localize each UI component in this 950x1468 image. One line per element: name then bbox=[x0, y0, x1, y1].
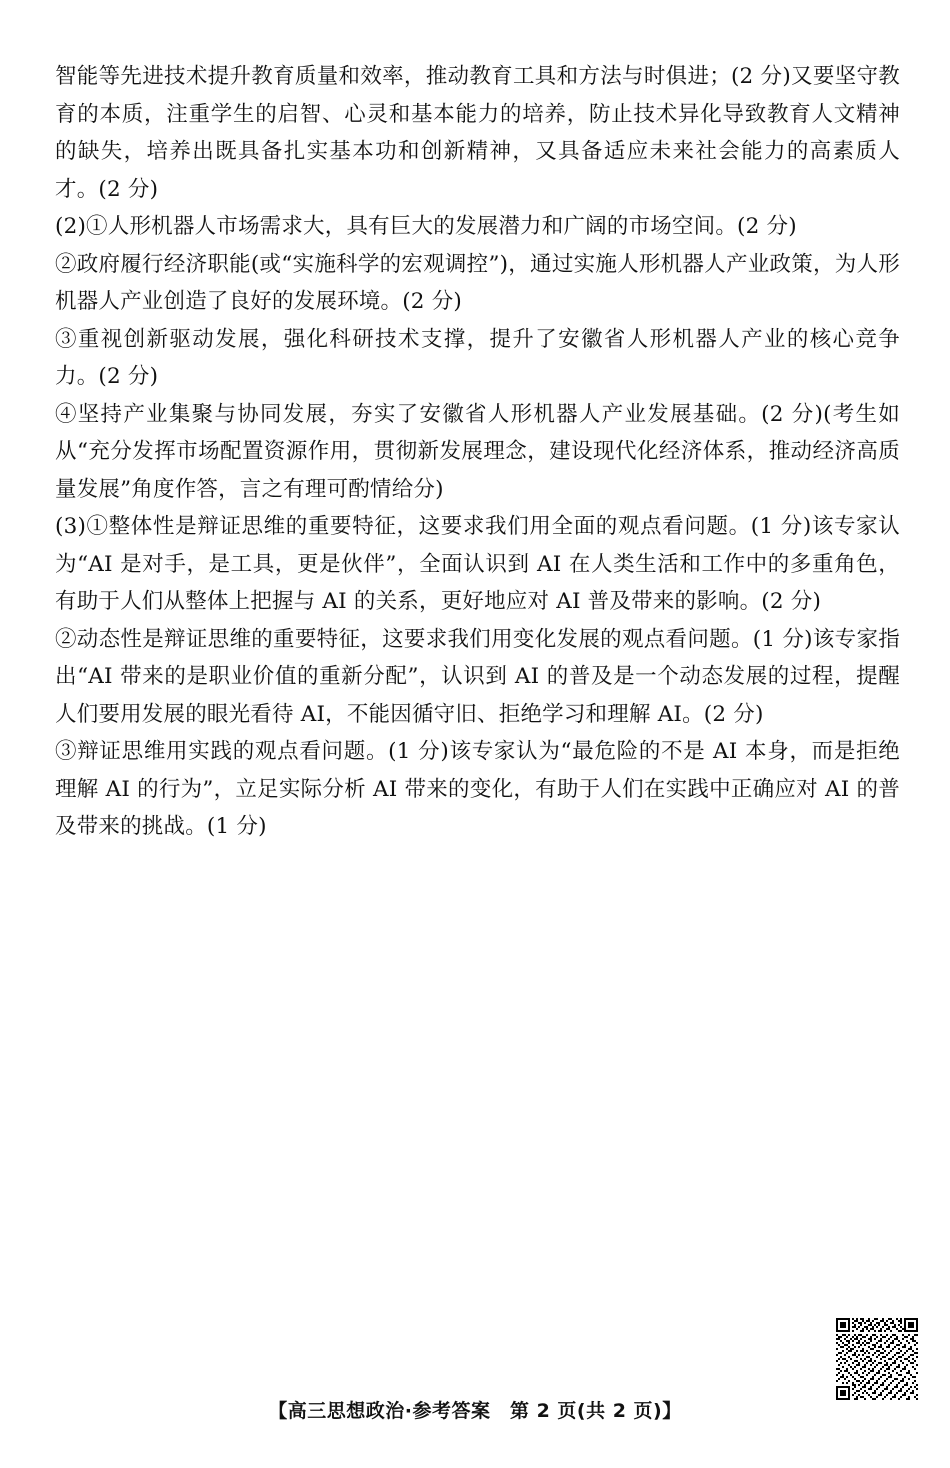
page-footer: 【高三思想政治·参考答案 第 2 页(共 2 页)】 bbox=[268, 1400, 682, 1422]
paragraph: ③重视创新驱动发展，强化科研技术支撑，提升了安徽省人形机器人产业的核心竞争力。(2 分) bbox=[55, 326, 900, 389]
paragraph: 智能等先进技术提升教育质量和效率，推动教育工具和方法与时俱进；(2 分)又要坚守教育的本质，注重学生的启智、心灵和基本能力的培养，防止技术异化导致教育人文精神的缺失，培养出既具备扎实基本功和创新精神，又具备适应未来社会能力的高素质人才。(2 分) bbox=[55, 64, 900, 202]
paragraph: ③辩证思维用实践的观点看问题。(1 分)该专家认为“最危险的不是 AI 本身，而是拒绝理解 AI 的行为”，立足实际分析 AI 带来的变化，有助于人们在实践中正确应对 AI 的普及带来的挑战。(1 分) bbox=[55, 739, 900, 839]
paragraph: ②政府履行经济职能(或“实施科学的宏观调控”)，通过实施人形机器人产业政策，为人形机器人产业创造了良好的发展环境。(2 分) bbox=[55, 251, 900, 314]
paragraph: (3)①整体性是辩证思维的重要特征，这要求我们用全面的观点看问题。(1 分)该专家认为“AI 是对手，是工具，更是伙伴”，全面认识到 AI 在人类生活和工作中的多重角色，有助于人们从整体上把握与 AI 的关系，更好地应对 AI 普及带来的影响。(2 分) bbox=[55, 514, 900, 614]
paragraph: ④坚持产业集聚与协同发展，夯实了安徽省人形机器人产业发展基础。(2 分)(考生如从“充分发挥市场配置资源作用，贯彻新发展理念，建设现代化经济体系，推动经济高质量发展”角度作答，言之有理可酌情给分) bbox=[55, 401, 900, 502]
qr-code-icon bbox=[836, 1318, 918, 1400]
paragraph: (2)①人形机器人市场需求大，具有巨大的发展潜力和广阔的市场空间。(2 分) bbox=[55, 214, 797, 239]
answer-body bbox=[55, 58, 900, 846]
paragraph: ②动态性是辩证思维的重要特征，这要求我们用变化发展的观点看问题。(1 分)该专家指出“AI 带来的是职业价值的重新分配”，认识到 AI 的普及是一个动态发展的过程，提醒人们要用发展的眼光看待 AI，不能因循守旧、拒绝学习和理解 AI。(2 分) bbox=[55, 626, 900, 727]
